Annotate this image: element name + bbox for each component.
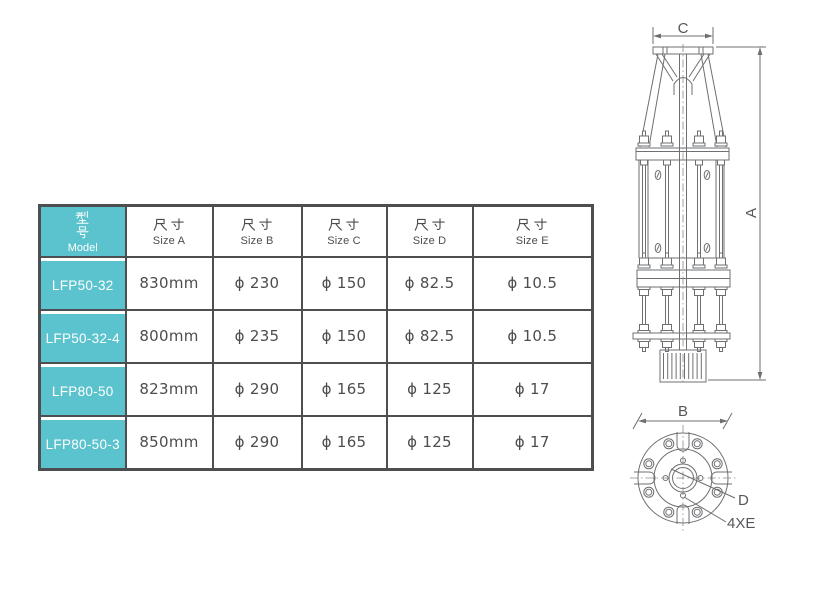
cell-size-e: ϕ 10.5 xyxy=(473,257,593,310)
cell-size-e: ϕ 17 xyxy=(473,363,593,416)
cell-size-d: ϕ 125 xyxy=(387,416,473,470)
header-size-e-label: Size E xyxy=(515,234,549,247)
cjk-glyph-chi xyxy=(153,217,168,232)
model-name: LFP50-32 xyxy=(51,277,114,293)
header-size-d xyxy=(387,206,473,258)
cjk-size-glyphs xyxy=(127,217,212,232)
cell-size-b: ϕ 290 xyxy=(213,416,302,470)
model-name: LFP50-32-4 xyxy=(45,330,120,346)
cell-size-c: ϕ 150 xyxy=(302,310,387,363)
dim-label-c: C xyxy=(677,20,689,37)
header-size-d-label: Size D xyxy=(412,234,447,247)
header-size-a-label: Size A xyxy=(152,234,186,247)
header-size-e xyxy=(473,206,593,258)
bottom-plate xyxy=(633,333,730,339)
pump-technical-drawing xyxy=(595,5,830,550)
dim-label-a: A xyxy=(743,207,760,219)
header-size-b xyxy=(213,206,302,258)
header-model xyxy=(40,206,126,258)
cjk-glyph-chi xyxy=(328,217,343,232)
cell-size-a: 823mm xyxy=(126,363,213,416)
cjk-glyph-cun xyxy=(258,217,273,232)
cell-model xyxy=(40,416,126,470)
cjk-model-glyphs xyxy=(75,210,90,240)
cjk-glyph-cun xyxy=(170,217,185,232)
cell-size-d: ϕ 82.5 xyxy=(387,257,473,310)
cjk-size-glyphs xyxy=(388,217,472,232)
header-size-a xyxy=(126,206,213,258)
pump-side-view xyxy=(633,27,766,383)
model-name: LFP80-50-3 xyxy=(45,436,120,452)
cell-size-b: ϕ 290 xyxy=(213,363,302,416)
cell-size-c: ϕ 150 xyxy=(302,257,387,310)
cell-size-a: 800mm xyxy=(126,310,213,363)
pump-bottom-view xyxy=(630,413,736,531)
cjk-size-glyphs xyxy=(474,217,592,232)
table-row xyxy=(40,416,593,470)
model-name: LFP80-50 xyxy=(51,383,114,399)
cjk-glyph-cun xyxy=(431,217,446,232)
cjk-size-glyphs xyxy=(214,217,301,232)
cell-model xyxy=(40,310,126,363)
leader-line-4xe xyxy=(684,497,726,522)
cjk-glyph-hao xyxy=(75,225,90,240)
cell-size-a: 850mm xyxy=(126,416,213,470)
cjk-glyph-chi xyxy=(414,217,429,232)
cell-size-a: 830mm xyxy=(126,257,213,310)
table-row xyxy=(40,257,593,310)
header-model-label: Model xyxy=(67,241,98,254)
cjk-glyph-xing xyxy=(75,210,90,225)
table-header-row xyxy=(40,206,593,258)
upper-flange-ring xyxy=(636,148,729,160)
header-model-cjk-text xyxy=(83,240,84,241)
cell-size-b: ϕ 230 xyxy=(213,257,302,310)
cjk-glyph-cun xyxy=(345,217,360,232)
cjk-size-glyphs xyxy=(303,217,386,232)
cell-size-c: ϕ 165 xyxy=(302,416,387,470)
dim-label-d: D xyxy=(738,492,749,509)
header-size-c xyxy=(302,206,387,258)
cell-size-d: ϕ 82.5 xyxy=(387,310,473,363)
cell-size-e: ϕ 10.5 xyxy=(473,310,593,363)
table-row xyxy=(40,363,593,416)
cell-size-e: ϕ 17 xyxy=(473,416,593,470)
label-4xe: 4XE xyxy=(727,515,756,532)
cjk-glyph-chi xyxy=(241,217,256,232)
cell-model xyxy=(40,257,126,310)
cjk-glyph-chi xyxy=(516,217,531,232)
dim-label-b: B xyxy=(677,403,689,420)
header-size-b-label: Size B xyxy=(240,234,274,247)
cell-size-c: ϕ 165 xyxy=(302,363,387,416)
header-size-c-label: Size C xyxy=(327,234,361,247)
dimension-table xyxy=(38,204,594,471)
cell-model xyxy=(40,363,126,416)
cjk-glyph-cun xyxy=(533,217,548,232)
cell-size-b: ϕ 235 xyxy=(213,310,302,363)
table-row xyxy=(40,310,593,363)
cell-size-d: ϕ 125 xyxy=(387,363,473,416)
